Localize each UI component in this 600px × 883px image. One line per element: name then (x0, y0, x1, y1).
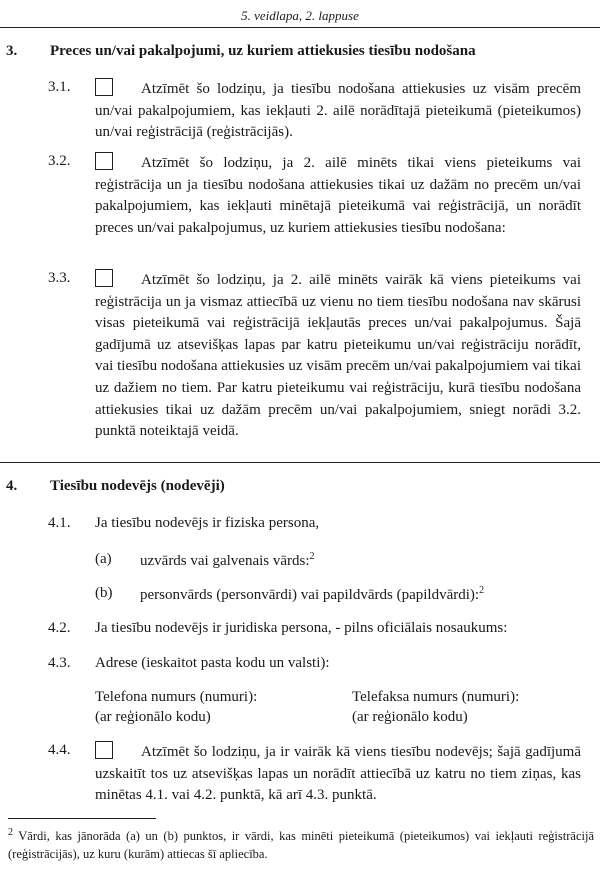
item-4-4-checkbox[interactable] (95, 741, 113, 759)
section-3-title: Preces un/vai pakalpojumi, uz kuriem attiekusies tiesību nodošana (50, 43, 476, 59)
item-3-1-checkbox[interactable] (95, 78, 113, 96)
item-4-1-b-label: (b) (95, 585, 113, 601)
item-4-1-text: Ja tiesību nodevējs ir fiziska persona, (95, 515, 320, 531)
item-4-1-a-text: uzvārds vai galvenais vārds: (140, 553, 310, 569)
item-4-2-number: 4.2. (48, 620, 71, 636)
item-4-4-text: Atzīmēt šo lodziņu, ja ir vairāk kā viens tiesību nodevējs; šajā gadījumā uzskaitīt tos uz atsevišķas lapas un norādīt attiecībā uz katru no tiem ziņas, kas minētas 4.1. vai 4.2. punktā, kā arī 4.3. punktā. (95, 744, 581, 804)
item-4-3-number: 4.3. (48, 655, 71, 671)
item-4-4-paragraph (95, 741, 581, 807)
item-4-1-a-field (140, 551, 315, 570)
section-divider (0, 462, 600, 463)
item-3-1-paragraph (95, 78, 581, 144)
phone-block (95, 687, 257, 727)
item-3-1-text: Atzīmēt šo lodziņu, ja tiesību nodošana attiekusies uz visām precēm un/vai pakalpojumiem, kas iekļauti 2. ailē norādītajā pieteikumā (pieteikumos) un/vai reģistrācijā (reģistrācijās). (95, 81, 581, 141)
footnote-text: Vārdi, kas jānorāda (a) un (b) punktos, ir vārdi, kas minēti pieteikumā (pieteikumos) vai iekļauti reģistrācijā (reģistrācijās), uz kuru (kurām) attiecas šī apliecība. (8, 829, 594, 862)
footnote-ref: 2 (479, 585, 485, 596)
footnote-mark: 2 (8, 827, 13, 838)
item-3-3-checkbox[interactable] (95, 269, 113, 287)
footnote-rule (8, 818, 156, 819)
header-rule (0, 27, 600, 28)
fax-block (352, 687, 519, 727)
item-4-1-b-text: personvārds (personvārdi) vai papildvārds (papildvārdi): (140, 587, 480, 603)
page-header: 5. veidlapa, 2. lappuse (241, 8, 359, 23)
phone-note: (ar reģionālo kodu) (95, 709, 211, 725)
section-3-number: 3. (6, 43, 18, 59)
footnote (8, 824, 594, 863)
footnote-ref: 2 (309, 551, 315, 562)
item-4-1-b-field (140, 585, 484, 604)
item-3-2-checkbox[interactable] (95, 152, 113, 170)
item-4-3-text: Adrese (ieskaitot pasta kodu un valsti): (95, 655, 330, 671)
item-4-4-number: 4.4. (48, 742, 71, 758)
fax-note: (ar reģionālo kodu) (352, 709, 468, 725)
item-3-3-text: Atzīmēt šo lodziņu, ja 2. ailē minēts vairāk kā viens pieteikums vai reģistrācija un ja vismaz attiecībā uz vienu no tiem tiesību nodošana nav skārusi visas pieteikumā vai reģistrācijā iekļautās preces un/vai pakalpojumus. Šajā gadījumā uz atsevišķas lapas par katru pieteikumu un/vai reģistrāciju norādīt, vai tiesību nodošana attiekusies uz visām precēm un/vai pakalpojumiem vai tikai uz dažiem no tiem. Par katru pieteikumu vai reģistrāciju, kurā tiesību nodošana attiekusies tikai uz dažām precēm un/vai pakalpojumiem, sniegt norādi 3.2. punktā noteiktajā veidā. (95, 272, 581, 440)
section-4-title: Tiesību nodevējs (nodevēji) (50, 478, 225, 494)
item-3-2-paragraph (95, 152, 581, 239)
item-4-1-a-label: (a) (95, 551, 112, 567)
phone-label: Telefona numurs (numuri): (95, 689, 258, 705)
fax-label: Telefaksa numurs (numuri): (352, 689, 520, 705)
item-3-3-paragraph (95, 269, 581, 443)
item-3-2-number: 3.2. (48, 153, 71, 169)
item-3-3-number: 3.3. (48, 270, 71, 286)
item-3-2-text: Atzīmēt šo lodziņu, ja 2. ailē minēts tikai viens pieteikums vai reģistrācija un ja tiesību nodošana attiekusies tikai uz dažām no precēm un/vai pakalpojumiem, kas iekļauti minētajā pieteikumā vai reģistrācijā, un norādīt preces un/vai pakalpojumus, uz kuriem attiekusies tiesību nodošana: (95, 155, 581, 236)
item-4-1-number: 4.1. (48, 515, 71, 531)
item-3-1-number: 3.1. (48, 79, 71, 95)
item-4-2-text: Ja tiesību nodevējs ir juridiska persona, - pilns oficiālais nosaukums: (95, 620, 508, 636)
section-4-number: 4. (6, 478, 18, 494)
